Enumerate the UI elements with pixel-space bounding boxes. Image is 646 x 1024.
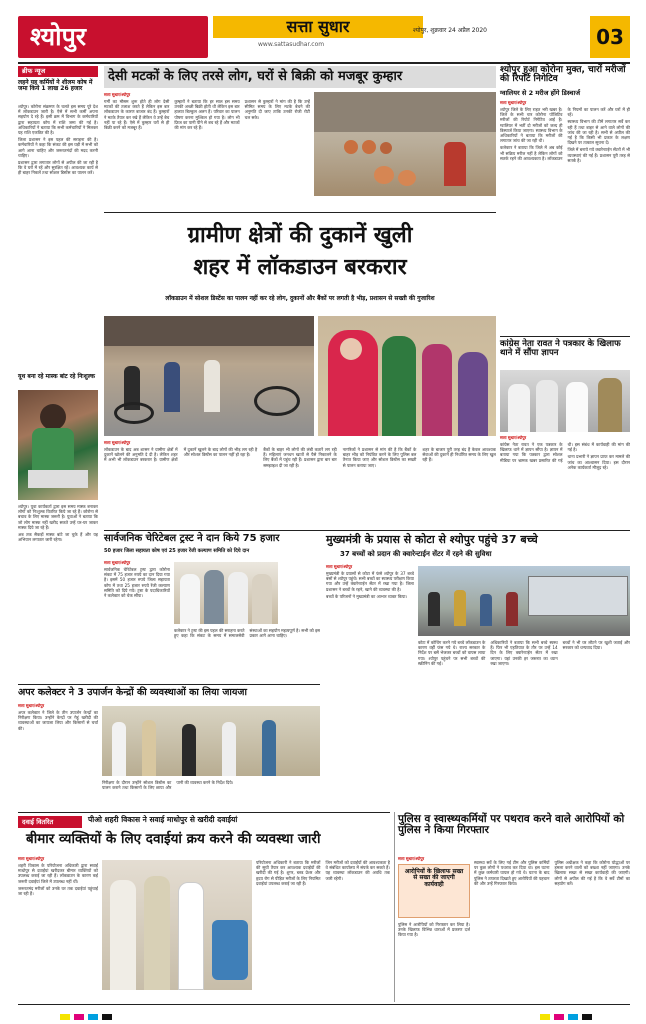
potters-dateline: सत्ता सुधार/श्योपुर bbox=[104, 92, 131, 97]
police-body-left: पुलिस ने आरोपियों को गिरफ्तार कर लिया है। उनके खिलाफ विभिन्न धाराओं में प्रकरण दर्ज किया गया है। bbox=[398, 922, 470, 938]
color-swatch-yellow bbox=[60, 1014, 70, 1020]
corona-free-dateline: सत्ता सुधार/श्योपुर bbox=[500, 100, 527, 105]
website-url[interactable]: www.sattasudhar.com bbox=[258, 41, 325, 48]
collector-photo bbox=[102, 706, 320, 776]
lead-headline-line2: शहर में लॉकडाउन बरकरार bbox=[193, 255, 407, 280]
police-dateline: सत्ता सुधार/श्योपुर bbox=[398, 856, 425, 861]
potters-body: गर्मी का मौसम शुरू होते ही लोग देसी मटकों की तलाश करते हैं लेकिन इस बार लॉकडाउन के कारण बाजार बंद हैं। कुम्हारों ने मटके तैयार कर रखे हैं लेकिन वे उन्हें बेच नहीं पा रहे हैं। ऐसे में कुम्हार घरों से ही बिक्री करने को मजबूर हैं। कुम्हारों ने बताया कि हर साल इस समय उनकी अच्छी बिक्री होती थी लेकिन इस बार हालात बिल्कुल अलग हैं। परिवार का पालन पोषण करना मुश्किल हो गया है। लोग भी फ्रिज का पानी पीने से बच रहे हैं और मटकों की मांग कर रहे हैं। प्रशासन से कुम्हारों ने मांग की है कि उन्हें सीमित समय के लिए मटके बेचने की अनुमति दी जाए ताकि उनकी रोजी रोटी चल सके। bbox=[104, 99, 310, 131]
brief-item1-title: लहने यह कर्मियों ने शीलम कोष में जमा किये 1 लाख 26 हजार bbox=[18, 79, 93, 93]
kota-bus-photo bbox=[418, 566, 630, 636]
collector-headline: अपर कलेक्टर ने 3 उपार्जन केन्द्रों की व्यवस्थाओं का लिया जायजा bbox=[18, 687, 247, 698]
lead-top-rule bbox=[104, 212, 496, 213]
medicine-rule bbox=[18, 812, 390, 813]
color-swatch-magenta bbox=[74, 1014, 84, 1020]
page-number-text: 03 bbox=[596, 25, 624, 49]
police-pullquote: आरोपियों के खिलाफ सख्त से सख्त की जाएगी कार्यवाही bbox=[404, 868, 464, 888]
medicine-tag: दवाई वितरित bbox=[18, 816, 82, 828]
congress-dateline: सत्ता सुधार/श्योपुर bbox=[500, 435, 527, 440]
trust-body-left: सार्वजनिक चेरिटेबल ट्रस्ट द्वारा कोरोना संकट में 75 हजार रुपये का दान दिया गया है। इसमें 50 हजार रुपये जिला सहायता कोष में तथा 25 हजार रुपये रेंजी कल्याण समिति को दिये गये। ट्रस्ट के पदाधिकारियों ने कलेक्टर को चेक सौंपा। bbox=[104, 567, 170, 599]
police-pullquote-box bbox=[398, 864, 470, 918]
color-swatch-black bbox=[102, 1014, 112, 1020]
lead-dateline: सत्ता सुधार/श्योपुर bbox=[104, 440, 131, 445]
potters-headline-bar bbox=[104, 66, 496, 88]
footer-rule bbox=[18, 1004, 630, 1005]
kota-subhead: 37 बच्चों को प्रदान की क्वारेन्टाईन सेंटर में रहने की सुविधा bbox=[340, 550, 492, 558]
medicine-headline: बीमार व्यक्तियों के लिए दवाईयां क्रय करने की व्यवस्था जारी bbox=[26, 831, 321, 847]
color-swatch-cyan-2 bbox=[568, 1014, 578, 1020]
congress-headline: कांग्रेस नेता रावत ने पत्रकार के खिलाफ थाने में सौंपा ज्ञापन bbox=[500, 339, 621, 358]
kota-body-right: कोटा में कोचिंग करने गये बच्चे लॉकडाउन के कारण वहीं फंस गये थे। राज्य सरकार के निर्देश पर बसें भेजकर बच्चों को वापस लाया गया। श्योपुर पहुंचने पर सभी बच्चों की स्क्रीनिंग की गई। अधिकारियों ने बताया कि सभी बच्चे स्वस्थ हैं। फिर भी एहतियात के तौर पर उन्हें 14 दिन के लिए क्वारेन्टाईन सेंटर में रखा जाएगा। यहां उनकी हर जरूरत का ध्यान रखा जाएगा। बच्चों ने भी घर लौटने पर खुशी जताई और सरकार को धन्यवाद दिया। bbox=[418, 640, 630, 666]
corona-free-body: श्योपुर जिले के लिए राहत भरी खबर है। जिले के सभी चार कोरोना पॉजिटिव मरीजों की रिपोर्ट निगेटिव आई है। ग्वालियर में भर्ती दो मरीजों को जल्द ही डिस्चार्ज किया जाएगा। स्वास्थ्य विभाग के अधिकारियों ने बताया कि मरीजों की लगातार जांच की जा रही थी। कलेक्टर ने बताया कि जिले में अब कोई भी सक्रिय मरीज नहीं है लेकिन लोगों को सतर्क रहने की आवश्यकता है। लॉकडाउन के नियमों का पालन करें और घरों में ही रहें। स्वास्थ्य विभाग की टीमें लगातार सर्वे कर रही हैं तथा बाहर से आने वाले लोगों की जांच की जा रही है। सभी से अपील की गई है कि किसी भी प्रकार के लक्षण दिखने पर तत्काल सूचना दें। जिले में बनाये गये क्वारेन्टाईन सेंटरों में भी व्यवस्थाएं की गई हैं। प्रशासन पूरी तरह से सतर्क है। bbox=[500, 107, 630, 163]
lead-body: लॉकडाउन के बाद अब शासन ने ग्रामीण क्षेत्रों में दुकानें खोलने की अनुमति दे दी है। लेकिन शहर में अभी भी लॉकडाउन बरकरार है। ग्रामीण क्षेत्रों में दुकानें खुलने के बाद लोगों की भीड़ लग रही है और सोशल डिस्टेंस का पालन नहीं हो रहा है। बैंकों के बाहर भी लोगों की लंबी कतारें लग रही हैं। महिलाएं जनधन खातों से पैसे निकालने के लिए बैंकों में पहुंच रही हैं। प्रशासन द्वारा बार बार समझाइश दी जा रही है। नागरिकों ने प्रशासन से मांग की है कि बैंकों के बाहर भीड़ को नियंत्रित करने के लिए पुलिस बल तैनात किया जाए और सोशल डिस्टेंस का सख्ती से पालन कराया जाए। शहर के बाजार पूरी तरह बंद हैं केवल आवश्यक सेवाओं की दुकानें ही निर्धारित समय के लिए खुल रही हैं। bbox=[104, 447, 496, 468]
kota-body-left: मुख्यमंत्री के प्रयासों से कोटा में फंसे श्योपुर के 37 बच्चे बसों से श्योपुर पहुंचे। सभी बच्चों का स्वास्थ्य परीक्षण किया गया और उन्हें क्वारेन्टाईन सेंटर में रखा गया है। जिला प्रशासन ने बच्चों के रहने, खाने की व्यवस्था की है। बच्चों के परिजनों ने मुख्यमंत्री का आभार व्यक्त किया। bbox=[326, 571, 414, 599]
lead-photo-market bbox=[104, 316, 314, 436]
brief-item2-body: श्योपुर। युवा कार्यकर्ता द्वारा इस समय मास्क बनाकर लोगों को निःशुल्क वितरित किये जा रहे हैं। कोरोना से बचाव के लिए मास्क जरूरी है। युवाओं ने बताया कि जो लोग मास्क नहीं खरीद सकते उन्हें घर-घर जाकर मास्क दिये जा रहे हैं। अब तक सैकड़ों मास्क बांटे जा चुके हैं और यह अभियान लगातार जारी रहेगा। bbox=[18, 504, 98, 543]
brief-item2-title: यूथ बना रहे मास्क बांट रहे निःशुल्क bbox=[18, 373, 96, 380]
police-body-right: स्वास्थ्य सर्वे के लिए गई टीम और पुलिस कर्मियों पर कुछ लोगों ने पथराव कर दिया था। इस घटना में कुछ कर्मचारी घायल हो गये थे। घटना के बाद पुलिस ने तत्परता दिखाते हुए आरोपियों की पहचान की और उन्हें गिरफ्तार किया। पुलिस अधीक्षक ने कहा कि कोरोना योद्धाओं पर हमला करने वालों को बख्शा नहीं जाएगा। उनके खिलाफ सख्त से सख्त कार्यवाही की जाएगी। लोगों से अपील की गई है कि वे सर्वे टीमों का सहयोग करें। bbox=[474, 860, 630, 886]
police-divider bbox=[394, 812, 395, 1002]
corona-free-subhead: ग्वालियर से 2 मरीज होंगे डिस्चार्ज bbox=[500, 89, 581, 97]
potters-photo bbox=[314, 92, 496, 196]
trust-body-right: कलेक्टर ने ट्रस्ट की इस पहल की सराहना करते हुए कहा कि संकट के समय में समाजसेवी संस्थाओं का सहयोग महत्वपूर्ण है। सभी को इस प्रकार आगे आना चाहिए। bbox=[174, 628, 320, 639]
edition-name: श्योपुर bbox=[30, 22, 87, 51]
color-swatch-cyan bbox=[88, 1014, 98, 1020]
collector-body-left: अपर कलेक्टर ने जिले के तीन उपार्जन केन्द्रों का निरीक्षण किया। उन्होंने केन्द्रों पर गेहूं खरीदी की व्यवस्थाओं का जायजा लिया और किसानों से चर्चा की। bbox=[18, 710, 98, 731]
medicine-body-left: शहरी विकास के परियोजना अधिकारी द्वारा सवाई माधोपुर से दवाईयां खरीदकर बीमार व्यक्तियों को उपलब्ध कराई जा रही हैं। लॉकडाउन के कारण कई जरूरी दवाईयां जिले में उपलब्ध नहीं थीं। जरूरतमंद मरीजों को उनके घर तक दवाईयां पहुंचाई जा रही हैं। bbox=[18, 863, 98, 897]
collector-dateline: सत्ता सुधार/श्योपुर bbox=[18, 703, 45, 708]
color-swatch-black-2 bbox=[582, 1014, 592, 1020]
date-line: श्योपुर, शुक्रवार 24 अप्रैल 2020 bbox=[413, 27, 487, 34]
masthead bbox=[18, 16, 630, 62]
kota-dateline: सत्ता सुधार/श्योपुर bbox=[326, 564, 353, 569]
medicine-photo bbox=[102, 860, 252, 990]
mask-making-photo bbox=[18, 390, 98, 500]
paper-name: सत्ता सुधार bbox=[286, 17, 350, 36]
brief-label: ब्रीफ न्यूज bbox=[18, 66, 98, 77]
page-number bbox=[590, 16, 630, 58]
trust-rule bbox=[104, 530, 630, 531]
corona-free-headline: श्योपुर हुआ कोरोना मुक्त, चारों मरीजों की रिपोर्ट निगेटिव bbox=[500, 65, 626, 85]
lead-headline-line1: ग्रामीण क्षेत्रों की दुकानें खुली bbox=[187, 223, 413, 248]
trust-subhead: 50 हजार जिला सहायता कोष एवं 25 हजार रेंजी कल्याण समिति को दिये दान bbox=[104, 548, 250, 554]
color-swatch-yellow-2 bbox=[540, 1014, 550, 1020]
police-headline: पुलिस व स्वास्थ्यकर्मियों पर पथराव करने वाले आरोपियों को पुलिस ने किया गिरफ्तार bbox=[398, 813, 625, 837]
masthead-rule bbox=[18, 62, 630, 64]
trust-dateline: सत्ता सुधार/श्योपुर bbox=[104, 560, 131, 565]
potters-headline: देसी मटकों के लिए तरसे लोग, घरों से बिक्री को मजबूर कुम्हार bbox=[108, 69, 403, 84]
congress-photo bbox=[500, 370, 630, 432]
brief-item1-body: श्योपुर। कोरोना संक्रमण के चलते इस समय पूरे देश में लॉकडाउन जारी है। ऐसे में सभी कर्मी अपना सहयोग दे रहे हैं। इसी क्रम में विभाग के कर्मचारियों द्वारा सहायता कोष में राशि जमा की गई है। अधिकारियों ने बताया कि सभी कर्मचारियों ने मिलकर यह राशि एकत्रित की है। जिला प्रशासन ने इस पहल की सराहना की है। कर्मचारियों ने कहा कि संकट की इस घड़ी में सभी को आगे आना चाहिए और जरूरतमंदों की मदद करनी चाहिए। प्रशासन द्वारा लगातार लोगों से अपील की जा रही है कि वे घरों में रहें और सुरक्षित रहें। आवश्यक कार्य से ही बाहर निकलें तथा सोशल डिस्टेंस का पालन करें। bbox=[18, 104, 98, 176]
collector-body-right: निरीक्षण के दौरान उन्होंने सोशल डिस्टेंस का पालन कराने तथा किसानों के लिए छाया और पानी की व्यवस्था करने के निर्देश दिये। bbox=[102, 780, 234, 791]
color-swatch-magenta-2 bbox=[554, 1014, 564, 1020]
trust-photo bbox=[174, 562, 278, 624]
congress-body: कांग्रेस नेता रावत ने एक पत्रकार के खिलाफ थाने में ज्ञापन सौंपा है। ज्ञापन में बताया गया कि पत्रकार द्वारा सोशल मीडिया पर भ्रामक खबर प्रसारित की गई थी। इस संबंध में कार्यवाही की मांग की गई है। थाना प्रभारी ने ज्ञापन प्राप्त कर मामले की जांच का आश्वासन दिया। इस दौरान अनेक कार्यकर्ता मौजूद रहे। bbox=[500, 442, 630, 470]
kota-headline: मुख्यमंत्री के प्रयास से कोटा से श्योपुर पहुंचे 37 बच्चे bbox=[326, 533, 538, 546]
collector-rule bbox=[18, 684, 320, 685]
trust-headline: सार्वजनिक चेरिटेबल ट्रस्ट ने दान किये 75 हजार bbox=[104, 533, 280, 544]
edition-box bbox=[18, 16, 208, 58]
medicine-dateline: सत्ता सुधार/श्योपुर bbox=[18, 856, 45, 861]
medicine-kicker: पीओ शहरी विकास ने सवाई माधोपुर से खरीदी दवाईयां bbox=[88, 815, 238, 824]
lead-photo-women bbox=[318, 316, 496, 436]
paper-logo bbox=[213, 16, 423, 38]
congress-rule bbox=[500, 336, 630, 337]
medicine-body-right: परियोजना अधिकारी ने बताया कि मरीजों की सूची तैयार कर आवश्यक दवाईयों की खरीदी की गई है। शुगर, ब्लड प्रेशर और हृदय रोग से पीड़ित मरीजों के लिए नियमित दवाईयां उपलब्ध कराई जा रही हैं। जिन मरीजों को दवाईयों की आवश्यकता है वे संबंधित कार्यालय में संपर्क कर सकते हैं। यह व्यवस्था लॉकडाउन की अवधि तक जारी रहेगी। bbox=[256, 860, 390, 886]
lead-deck: लॉकडाउन में सोशल डिस्टेंस का पालन नहीं कर रहे लोग, दुकानों और बैंकों पर लगती है भीड़, प्रशासन से सख्ती की गुजारिश bbox=[165, 295, 435, 302]
